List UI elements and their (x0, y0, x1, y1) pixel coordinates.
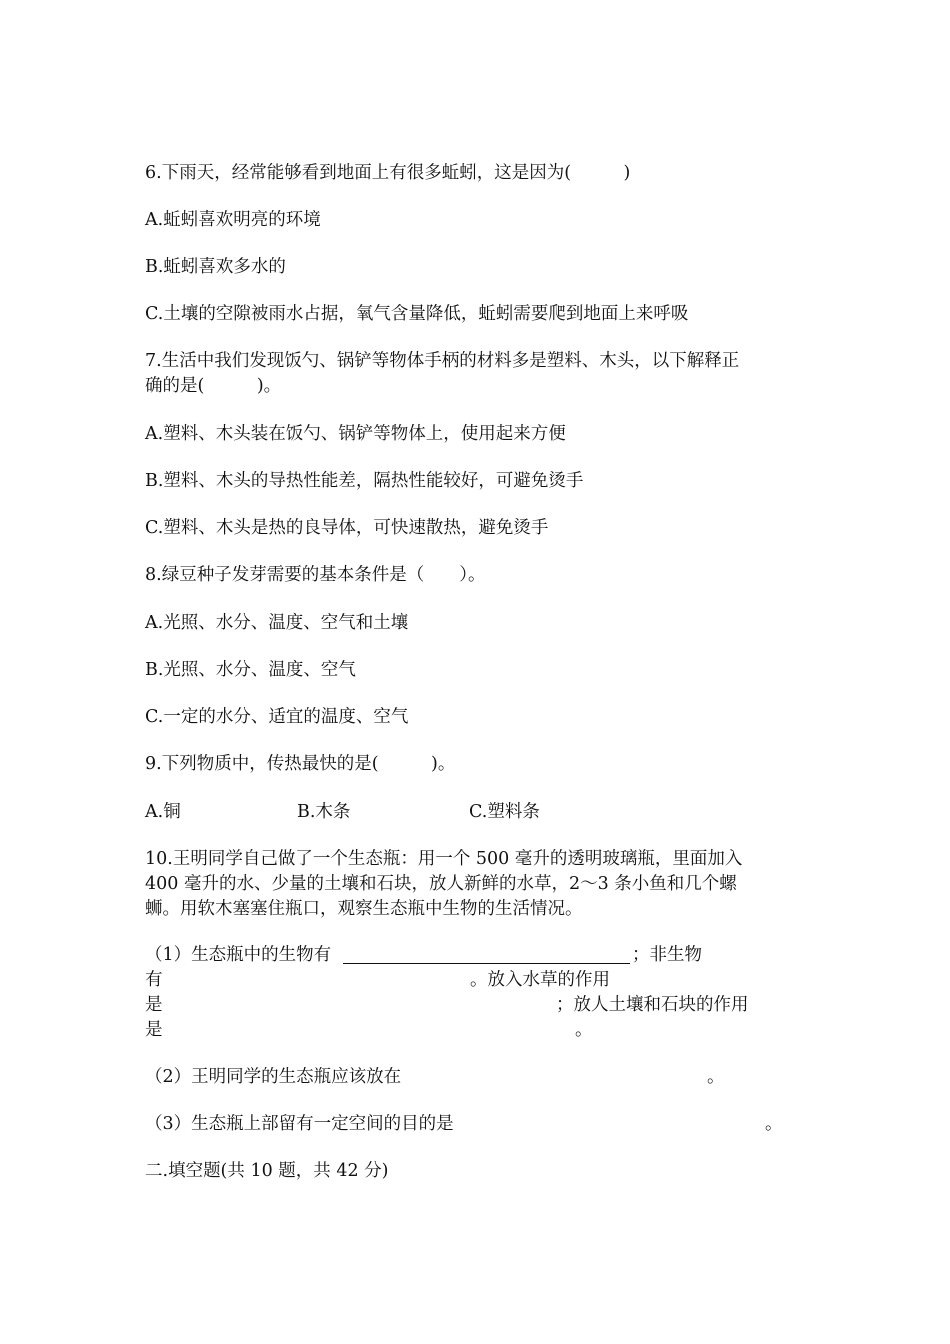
q10-stem-line3: 蛳。用软木塞塞住瓶口，观察生态瓶中生物的生活情况。 (145, 899, 583, 919)
q8-option-b: B.光照、水分、温度、空气 (145, 660, 356, 680)
q10-sub1-nonliving-label: ；非生物 (632, 945, 702, 965)
q8-option-a: A.光照、水分、温度、空气和土壤 (145, 613, 409, 633)
q10-sub1-plant-role-label: 。放入水草的作用 (470, 970, 610, 990)
q10-sub3-answer-blank[interactable] (482, 1112, 762, 1134)
q10-sub1-answer-blank-nonliving[interactable] (166, 968, 466, 990)
q8-option-c: C.一定的水分、适宜的温度、空气 (145, 707, 409, 727)
q6-stem: 6.下雨天，经常能够看到地面上有很多蚯蚓，这是因为( ) (145, 163, 631, 183)
q10-sub3-end: 。 (765, 1114, 783, 1134)
q7-option-a: A.塑料、木头装在饭勺、锅铲等物体上，使用起来方便 (145, 424, 566, 444)
q9-stem: 9.下列物质中，传热最快的是( )。 (145, 754, 456, 774)
q8-stem: 8.绿豆种子发芽需要的基本条件是（ ）。 (145, 565, 486, 585)
q6-option-c: C.土壤的空隙被雨水占据，氧气含量降低，蚯蚓需要爬到地面上来呼吸 (145, 304, 689, 324)
q10-sub1-answer-blank-soil-role[interactable] (166, 1018, 571, 1040)
q10-sub1-answer-blank-plant-role[interactable] (166, 993, 551, 1015)
q10-sub1-end: 。 (575, 1020, 593, 1040)
q10-sub2-answer-blank[interactable] (425, 1065, 705, 1087)
q9-option-c: C.塑料条 (469, 802, 540, 822)
q9-option-a: A.铜 (145, 802, 181, 822)
q7-stem-line1: 7.生活中我们发现饭勺、锅铲等物体手柄的材料多是塑料、木头，以下解释正 (145, 351, 740, 371)
q10-sub2-end: 。 (707, 1067, 725, 1087)
q10-sub1-answer-blank-organisms[interactable] (343, 943, 630, 964)
q7-stem-line2: 确的是( )。 (145, 376, 282, 396)
q10-sub2-prompt: （2）王明同学的生态瓶应该放在 (145, 1067, 402, 1087)
q9-option-b: B.木条 (297, 802, 351, 822)
q7-option-c: C.塑料、木头是热的良导体，可快速散热，避免烫手 (145, 518, 549, 538)
q10-stem-line1: 10.王明同学自己做了一个生态瓶：用一个 500 毫升的透明玻璃瓶，里面加入 (145, 849, 743, 869)
q10-sub1-prompt: （1）生态瓶中的生物有 (145, 945, 332, 965)
q10-sub1-soil-role-label: ；放人土壤和石块的作用 (556, 995, 749, 1015)
q10-sub1-line2-start: 有 (145, 970, 163, 990)
q6-option-b: B.蚯蚓喜欢多水的 (145, 257, 286, 277)
q7-option-b: B.塑料、木头的导热性能差，隔热性能较好，可避免烫手 (145, 471, 584, 491)
q10-sub3-prompt: （3）生态瓶上部留有一定空间的目的是 (145, 1114, 454, 1134)
q10-sub1-line3-start: 是 (145, 995, 163, 1015)
q10-sub1-line4-start: 是 (145, 1020, 163, 1040)
section2-title: 二.填空题(共 10 题，共 42 分) (145, 1161, 389, 1181)
q6-option-a: A.蚯蚓喜欢明亮的环境 (145, 210, 321, 230)
q10-stem-line2: 400 毫升的水、少量的土壤和石块，放人新鲜的水草，2～3 条小鱼和几个螺 (145, 874, 737, 894)
